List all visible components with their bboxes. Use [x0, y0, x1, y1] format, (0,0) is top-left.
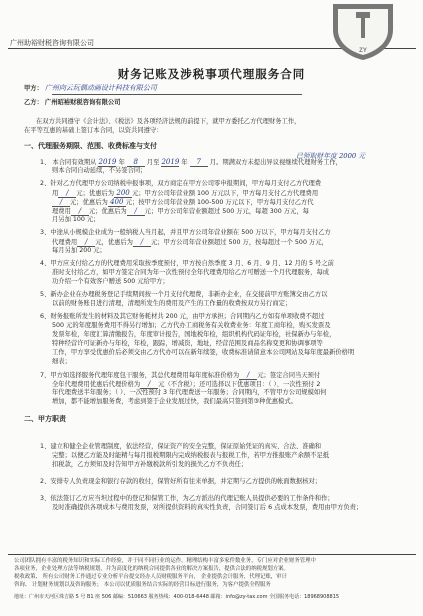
item-2-l4-a: 理费用 — [52, 208, 71, 215]
item-2-l1 — [40, 180, 321, 188]
item-3-l3: 每月另加 200 元； — [52, 247, 106, 254]
item-5-text-1: 新办企业在办理税务登记手续期间按一个月支付代理费，非新办企业，在交接前甲方账簿交由乙方以 — [50, 291, 328, 298]
item-3-blank-1: / — [77, 238, 95, 247]
item-7-l2 — [52, 380, 320, 389]
item-5-l2: 以前的财务账目进行清理，清理所发生的费用及产生的工作量的收费按双方另行商定； — [52, 300, 292, 307]
item-1-text-d: 年 — [181, 159, 188, 166]
item-3-blank-2: / — [133, 238, 151, 247]
item-7-blank-2: / — [140, 380, 158, 389]
item-2-l5: 月另加 100 元； — [52, 216, 100, 223]
start-year: 2019 — [98, 158, 117, 166]
item-6-l4: 特种经营许可证新办与年检，年检，跟踪，增减资，地址，经营范围及商品名称变更和协调事项等 — [52, 340, 323, 347]
section-1-heading: 一、代理服务期限、范围、收费标准与支付 — [24, 142, 157, 150]
footer-divider — [8, 554, 416, 555]
duty-3-l1 — [40, 495, 334, 503]
item-1-l2: 则本合同自动延续，不另签合同； — [52, 167, 147, 174]
item-6-l2: 500 元的年度服务费用不得另行增加；乙方代办工商税务有关收费业务：年度工商年检，购买发票及 — [52, 322, 331, 329]
item-1-text-b: 年 — [118, 159, 125, 166]
item-2-l3-b: 元；优惠后为 — [70, 199, 108, 206]
item-7-l4: 增加，都不能增加服务费，考虑到签于企业发展过快，我们最高只签到第③种优惠模式。 — [52, 398, 297, 405]
duty-1-l3: 扣税款，乙方须知及时告知甲方补缴税款所引发的损失乙方不负责任； — [52, 461, 248, 468]
item-2-l4 — [52, 207, 309, 216]
party-a-value: 广州向云玩偶动画设计科技有限公司 — [44, 84, 157, 92]
item-6-l6: 细表； — [52, 358, 71, 365]
item-3-l2-a: 代理费用 — [52, 239, 78, 246]
item-1-text-e: 月。期满双方未提出异议视继续代理财务工作， — [209, 159, 342, 166]
footer-address: 地址：广州市天河区珠吉路 5 号 B1 座 506 邮编：510663 服务热线：400-018-6448 邮箱：info@zy-tax.com 全国服务电话：18968908815 — [14, 594, 340, 600]
page-title: 财务记账及涉税事项代理服务合同 — [117, 67, 306, 81]
handwritten-note: 已领取财年度 2000 元 — [296, 152, 366, 160]
item-2-l2 — [52, 189, 318, 198]
item-6-text-1: 财务报账所发生的材料及其它财务耗材共 200 元，由甲方承担；合同期内乙方如有单项收费不超过 — [50, 313, 325, 320]
item-4-l3: 功介绍一个有效客户赠送 500 元给甲方； — [52, 278, 169, 285]
duty-3-text-1: 依法签订乙方应当坦过程中的登记和保管工作，为乙方派出的代理记账人员提供必要的工作条件和作； — [50, 495, 334, 502]
intro-l2: 在平等互惠的基础上签订本合同，以资共同遵守： — [24, 127, 163, 134]
item-2-l3-c: 元；按甲方公司年营业额 100-500 万元以下，甲方每月支付乙方代 — [125, 199, 314, 206]
item-7-l1-b: 元；签定合同当天预付 — [257, 372, 321, 379]
party-b-label: 乙方： — [24, 99, 43, 106]
item-4-number: 4、 — [40, 260, 51, 267]
footer-l1: 公司团队拥有丰富的税务知识和实际工作经验，并于同不同行业的运作，精理结构丰富多家件数业务，专门应对企业财务管理中 — [14, 558, 316, 564]
item-2-number: 2、 — [40, 180, 51, 187]
item-5-l1 — [40, 291, 327, 299]
duty-2-l1 — [40, 478, 321, 486]
item-4-text-1: 甲方应支付给乙方的代理费用采取按季度预付，甲方按自然季度 3 月、6 月、9 月、12 月的 5 号之前 — [50, 260, 334, 267]
item-7-l2-b: 元（不含税）；还可选择以下优惠项目：（ ）、一次性预付 2 — [158, 381, 321, 388]
party-b-value: 广州昭裕财税咨询有限公司 — [44, 99, 121, 106]
item-2-l2-c: 元；甲方公司年营业额 100 万元以下，甲方每月支付乙方代理费用 — [132, 190, 319, 197]
section-2-heading: 二、甲方职责 — [24, 415, 66, 423]
footer-l4: 咨询、 计划财务规划以及咨询服务； 本公司以优质服务结合实际的经营目标进行服务，为客户提供全程服务 — [14, 582, 271, 588]
item-3-l2-b: 元，优惠后为 — [95, 239, 133, 246]
footer-l2: 各项业务，企业处理方法等纳税规划，并为高度化的纳税合同提供各业的解决方案报告，提供合法的纳税规划方案。 — [14, 566, 289, 572]
item-1-number: 1、 — [40, 159, 51, 166]
start-month: 8 — [127, 158, 145, 167]
item-5-number: 5、 — [40, 291, 51, 298]
item-3-number: 3、 — [40, 229, 51, 236]
end-month: 7 — [190, 158, 208, 167]
item-3-l1 — [40, 229, 331, 237]
svg-text:ZY: ZY — [359, 48, 367, 54]
item-6-l5: 工作，甲方享受优惠价后必须交由乙方代办可以在新年续签，收费标准请留意本公司网站及每年度最新价格明 — [52, 349, 355, 356]
item-7-blank-1: / — [239, 371, 257, 380]
duty-1-l2: 完整；以便乙方能及时能精与每月报税期限内完成纳税报表与报税工作，若甲方推报账产余额不足抵 — [52, 452, 330, 459]
item-2-blank-4: 400 — [108, 198, 126, 207]
item-2-l4-c: 元；甲方公司年营业额超过 500 万元，每超 300 万元，每 — [144, 208, 309, 215]
item-7-number: 7、 — [40, 372, 51, 379]
item-7-l2-a: 全年代理费用优惠后代理价格为 — [52, 381, 141, 388]
duty-3-l2: 及时准确提供各项成本与费用发票，对所提供资料的真实性负责，合同签订后 6 点成本发票，费用由甲方负责； — [52, 504, 363, 511]
item-2-text-1: 针对乙方代理甲方公司纳税申报事项，双方商定在甲方公司零申报期间，甲方每月支付乙方代理费 — [50, 180, 322, 187]
item-4-l1 — [40, 260, 334, 268]
item-7-l1 — [40, 371, 320, 380]
item-6-l3: 发票年检，年度汇算清缴报告，年度审计报告，国地税年检，组织机构代码证年检，社保新办与年检， — [52, 331, 336, 338]
duty-3-number: 3、 — [40, 495, 51, 502]
item-6-l1 — [40, 313, 325, 321]
party-a-row — [24, 84, 157, 93]
party-a-underline — [52, 94, 302, 95]
item-1-text-c: 月至 — [146, 159, 160, 166]
item-7-l1-a: 甲方如选择服务代理年度包干服务，其总代理费用每年度标准价格为 — [50, 372, 240, 379]
duty-2-number: 2、 — [40, 478, 51, 485]
intro-l1: 在双方共同遵守《会计法》、《税法》及各项经济法规的前提下，就甲方委托乙方代理财务工作， — [36, 118, 301, 125]
item-1-text-a: 本合同有效期从 — [52, 159, 97, 166]
party-a-label: 甲方： — [24, 85, 43, 92]
item-2-l3 — [52, 198, 314, 207]
item-3-l2-c: 元；甲方公司年营业额超过 500 万，按每超过一个 500 万元， — [150, 239, 328, 246]
footer-l3: 税收政策、 所有公司财务工作通过专业分析平台提交经办人员财税服务平台， 企业提供会计服务，代理记账，审计 — [14, 574, 287, 580]
item-6-number: 6、 — [40, 313, 51, 320]
duty-1-l1 — [40, 443, 321, 451]
item-3-text-1: 中途从小规模企业成为一般纳税人当月起，并且甲方公司年营业额在 500 万以下，甲方每月支付乙方 — [50, 229, 331, 236]
item-2-blank-1: / — [58, 189, 76, 198]
item-7-l3: 年代理费送半年服务；（ ）、一次性预付 3 年代理费送一年服务；合同期内，不管甲方公司规模如何 — [52, 389, 327, 396]
end-year: 2019 — [161, 158, 180, 166]
item-2-blank-3: / — [52, 198, 70, 207]
item-2-l4-b: 元；优惠后为 — [88, 208, 127, 215]
duty-1-text-1: 建立和健全企业管理制度，依法经营，保证资产的安全完整，保证原始凭证的真实、合法、准确和 — [50, 443, 322, 450]
company-logo — [328, 2, 398, 62]
item-2-blank-2: 200 — [114, 189, 132, 198]
party-b-row — [24, 99, 120, 107]
item-3-l2 — [52, 238, 328, 247]
header-company: 广州助裕财税咨询有限公司 — [10, 39, 94, 47]
item-2-blank-6: / — [127, 207, 145, 216]
item-2-l2-a: 用 — [52, 190, 59, 197]
item-4-l2: 准时支付给乙方，如甲方签定合同为年一次性预付全年代理费用给乙方可赠送一个月代理服务，每成 — [52, 269, 330, 276]
item-2-l2-b: 元；优惠后为 — [76, 190, 115, 197]
duty-1-number: 1、 — [40, 443, 51, 450]
duty-2-text-1: 安排专人负责现金和银行存款的收付，保管好所有往来单据，并定期与乙方提供的帐面数据核对； — [50, 478, 322, 485]
item-2-blank-5: / — [71, 207, 89, 216]
